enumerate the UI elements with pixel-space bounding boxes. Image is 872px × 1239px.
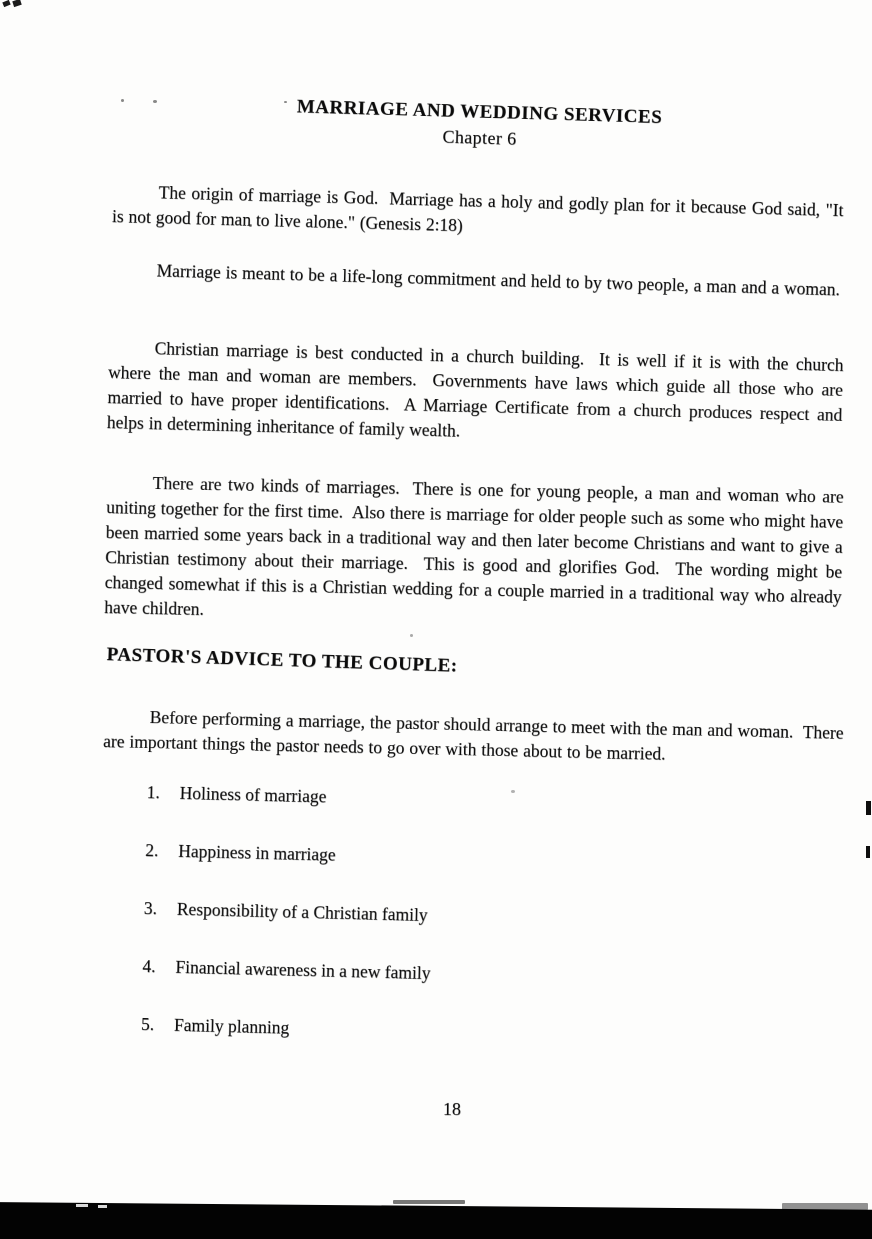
- paragraph-two-kinds-of-marriages: There are two kinds of marriages. There is one for young people, a man and woman who are uniting together for the first time. Also there is marriage for older people such as some who might have been married some years back in a traditional way and then later become Christians and want to give a Christian testimony about their marriage. This is good and glorifies God. The wording might be changed somewhat if this is a Christian wedding for a couple married in a traditional way who already have children.: [104, 472, 849, 619]
- advice-topic-list: [140, 780, 707, 1084]
- scan-bottom-black-band: [0, 1202, 872, 1239]
- paragraph-before-performing: Before performing a marriage, the pastor should arrange to meet with the man and woman. There are important things the pastor needs to go over with those about to be married.: [102, 706, 849, 764]
- scan-edge-mark: [866, 846, 870, 858]
- scan-corner-mark: [2, 0, 10, 7]
- list-item-number: 3.: [143, 897, 158, 919]
- scan-fleck: [76, 1204, 88, 1207]
- paragraph-church-building: Christian marriage is best conducted in a church building. It is well if it is with the church where the man and woman are members. Governments have laws which guide all those who are married to have proper identifications. A Marriage Certificate from a church produces respect and helps in determining inheritance of family wealth.: [106, 337, 849, 441]
- list-item-number: 2.: [145, 839, 159, 861]
- page-number: 18: [442, 1098, 461, 1119]
- list-item-number: 1.: [146, 781, 161, 803]
- list-item: [144, 896, 704, 935]
- chapter-heading: Chapter 6: [442, 126, 517, 149]
- list-item: [145, 838, 705, 877]
- section-heading-pastors-advice: PASTOR'S ADVICE TO THE COUPLE:: [106, 643, 458, 677]
- list-item-text: Responsibility of a Christian family: [176, 898, 428, 925]
- scan-edge-mark: [866, 801, 871, 815]
- list-item-text: Family planning: [173, 1014, 290, 1038]
- scan-fleck: [98, 1205, 107, 1208]
- scan-speck: [410, 634, 413, 637]
- list-item: [142, 954, 702, 993]
- paragraph-origin-of-marriage: The origin of marriage is God. Marriage has a holy and godly plan for it because God said, "It is not good for man to live alone." (Genesis 2:18): [111, 181, 849, 235]
- list-item-text: Financial awareness in a new family: [175, 956, 431, 983]
- paragraph-lifelong-commitment: Marriage is meant to be a life-long commitment and held to by two people, a man and a woman.: [156, 259, 841, 299]
- list-item-number: 4.: [142, 955, 156, 977]
- list-item: [141, 1012, 701, 1051]
- scan-smudge: [393, 1200, 465, 1204]
- scan-corner-mark: [12, 0, 21, 7]
- list-item: [146, 780, 706, 819]
- list-item-number: 5.: [140, 1013, 155, 1035]
- document-title: MARRIAGE AND WEDDING SERVICES: [296, 95, 663, 128]
- list-item-text: Holiness of marriage: [179, 782, 327, 807]
- list-item-text: Happiness in marriage: [178, 840, 336, 865]
